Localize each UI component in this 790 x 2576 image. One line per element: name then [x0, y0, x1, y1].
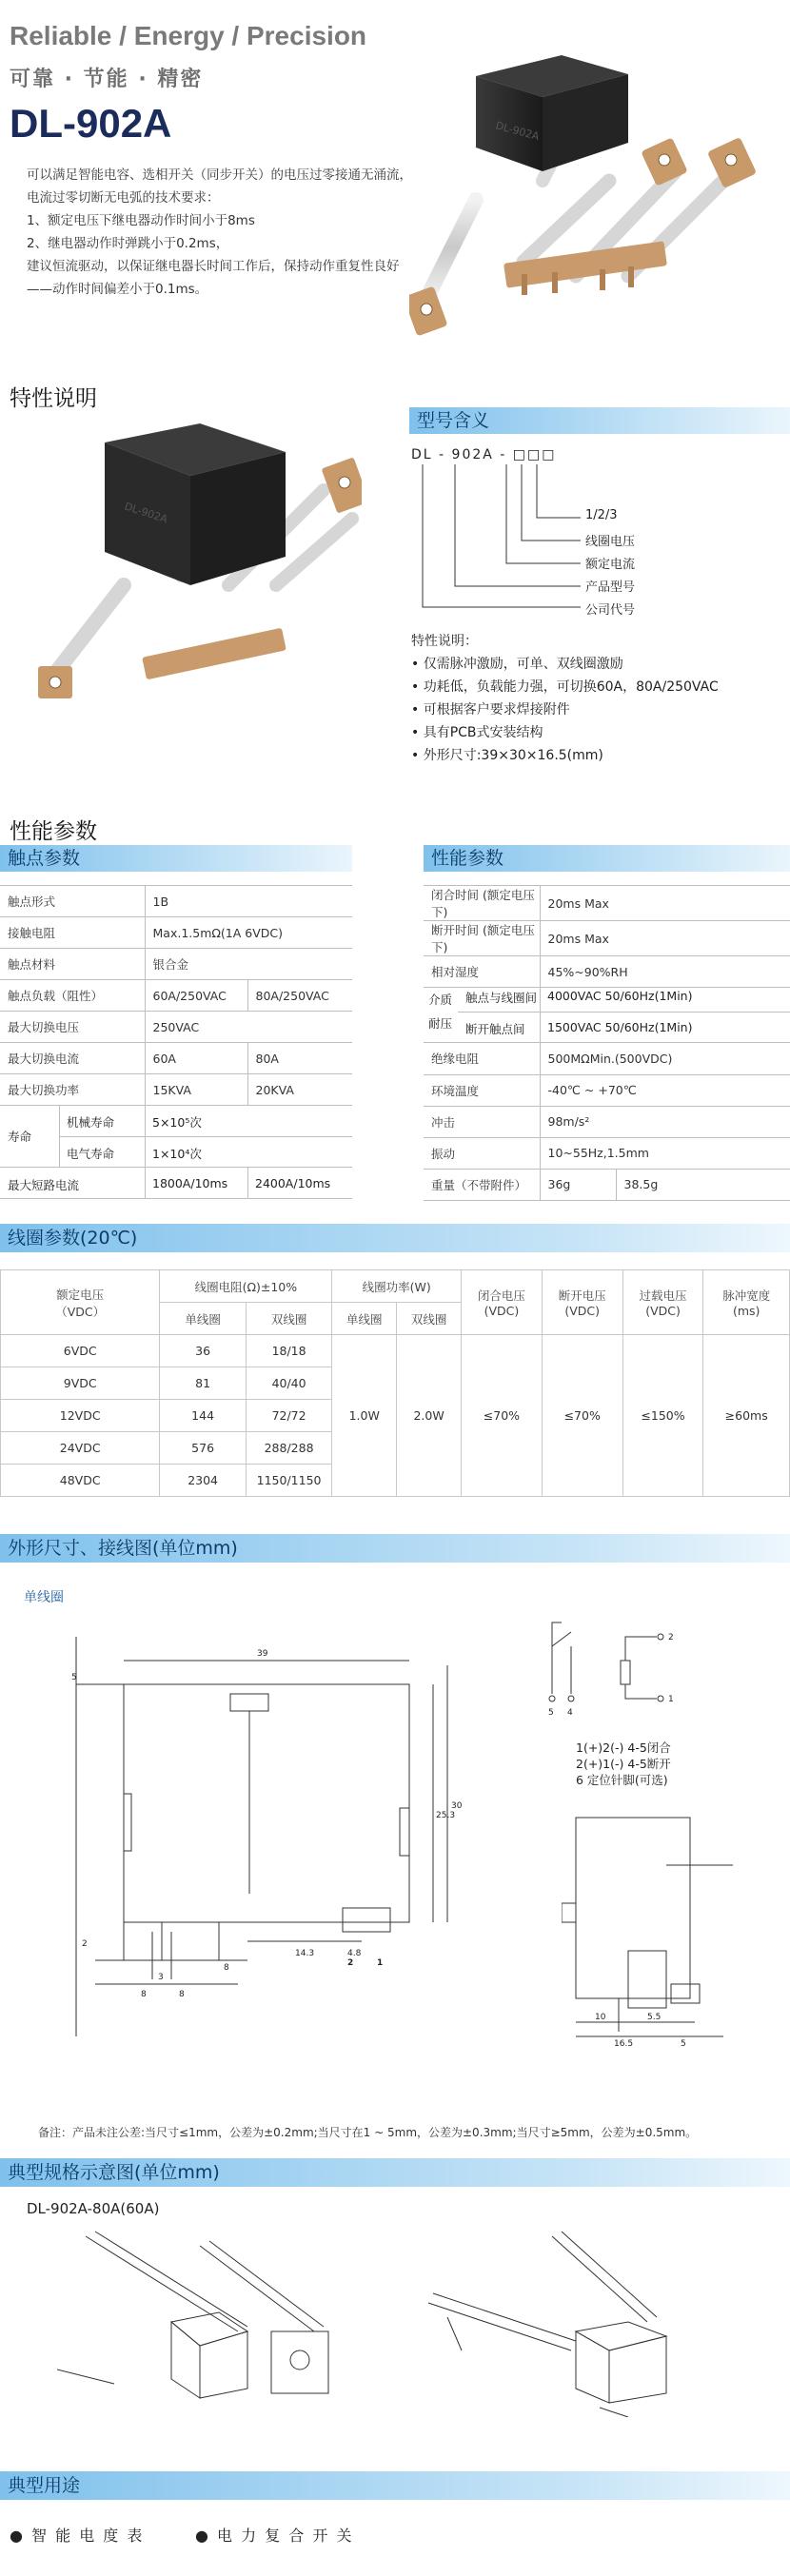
cell: 10~55Hz,1.5mm — [540, 1137, 790, 1169]
dim-8b: 8 — [179, 1990, 185, 1999]
cell: 环境温度 — [424, 1074, 540, 1106]
wiring-schematic — [543, 1618, 733, 1722]
dim-3: 3 — [158, 1973, 164, 1982]
table-row — [0, 917, 352, 949]
dim-25-3: 25.3 — [436, 1811, 456, 1820]
cell: 振动 — [424, 1137, 540, 1169]
table-row — [0, 949, 352, 980]
intro-text — [27, 164, 436, 301]
dim-5: 5 — [71, 1673, 77, 1682]
header-cell: 额定电压 （VDC） — [1, 1270, 160, 1335]
cell: 绝缘电阻 — [424, 1043, 540, 1074]
cell: 144 — [160, 1400, 246, 1432]
performance-title: 性能参数 — [10, 819, 97, 844]
pin-1: 1 — [377, 1958, 384, 1968]
model-label-123: 1/2/3 — [585, 508, 618, 522]
cell: 最大切换功率 — [0, 1074, 145, 1106]
dielectric-1-value: 4000VAC 50/60Hz(1Min) — [547, 989, 693, 1003]
table-row — [1, 1270, 790, 1303]
cell: 18/18 — [246, 1335, 331, 1367]
cell: 15KVA — [145, 1074, 247, 1106]
tagline: Reliable / Energy / Precision — [10, 21, 367, 50]
cell: 81 — [160, 1367, 246, 1400]
intro-line: 建议恒流驱动，以保证继电器长时间工作后，保持动作重复性良好 — [27, 259, 400, 274]
schematic-pin-2: 2 — [668, 1633, 674, 1642]
cell: 24VDC — [1, 1432, 160, 1465]
pin-2: 2 — [347, 1958, 354, 1968]
table-row — [0, 1074, 352, 1106]
short-circuit-row — [0, 1168, 352, 1199]
feature-list-title: 特性说明： — [411, 634, 478, 649]
dielectric-row — [424, 980, 790, 1043]
cell: 银合金 — [145, 949, 352, 980]
cell: 1B — [145, 886, 352, 917]
cell: 60A/250VAC — [145, 980, 247, 1012]
cell: 6VDC — [1, 1335, 160, 1367]
cell: 重量（不带附件） — [424, 1169, 540, 1200]
dim-5b: 5 — [681, 2039, 686, 2046]
header-cell: 单线圈 — [332, 1303, 397, 1335]
cell: 接触电阻 — [0, 917, 145, 949]
feature-item: • 仅需脉冲激励，可单、双线圈激励 — [411, 657, 623, 672]
typical-model: DL-902A-80A(60A) — [27, 2200, 160, 2217]
dielectric-2-value: 1500VAC 50/60Hz(1Min) — [547, 1020, 693, 1034]
table-row — [0, 1043, 352, 1074]
dim-30: 30 — [451, 1801, 463, 1811]
svg-text:DL-902A: DL-902A — [494, 119, 541, 144]
features-title: 特性说明 — [10, 386, 97, 411]
model-code-diagram — [419, 464, 609, 626]
dim-8c: 8 — [224, 1963, 229, 1973]
single-coil-label: 单线圈 — [24, 1590, 64, 1605]
header-cell: 断开电压 (VDC) — [542, 1270, 622, 1335]
table-row — [424, 921, 790, 956]
dim-4-8: 4.8 — [347, 1949, 362, 1958]
model-meaning-bar: 型号含义 — [409, 407, 790, 434]
feature-item: • 外形尺寸:39×30×16.5(mm) — [411, 748, 603, 763]
cell: ≥60ms — [703, 1335, 790, 1497]
dimension-drawing-front — [57, 1637, 466, 2046]
header-cell: 线圈功率(W) — [332, 1270, 462, 1303]
cell: 250VAC — [145, 1012, 352, 1043]
cell: 9VDC — [1, 1367, 160, 1400]
contact-params-table — [0, 885, 352, 1106]
schematic-pin-5: 5 — [548, 1708, 554, 1718]
header-cell: 线圈电阻(Ω)±10% — [160, 1270, 332, 1303]
cell: 20ms Max — [540, 921, 790, 956]
table-row — [0, 1012, 352, 1043]
schematic-pin-1: 1 — [668, 1695, 674, 1704]
cell: 最大切换电流 — [0, 1043, 145, 1074]
cell: 冲击 — [424, 1106, 540, 1137]
dimensions-bar: 外形尺寸、接线图(单位mm) — [0, 1534, 790, 1563]
wiring-note: 6 定位针脚(可选) — [576, 1773, 668, 1787]
cell: 60A — [145, 1043, 247, 1074]
dielectric-2-label: 断开触点间 — [465, 1022, 525, 1036]
perf-params-table-2 — [424, 1043, 790, 1201]
usage-bar: 典型用途 — [0, 2471, 790, 2500]
life-mech-label: 机械寿命 — [67, 1115, 115, 1130]
life-row — [0, 1105, 352, 1168]
cell: 48VDC — [1, 1465, 160, 1497]
header-cell: 双线圈 — [246, 1303, 331, 1335]
feature-list — [411, 630, 719, 767]
feature-item: • 可根据客户要求焊接附件 — [411, 702, 570, 718]
cell: 40/40 — [246, 1367, 331, 1400]
usage-item-meter: ● 智 能 电 度 表 — [10, 2527, 145, 2545]
table-row — [1, 1335, 790, 1367]
relay-product-image — [409, 38, 790, 362]
model-title: DL-902A — [10, 101, 172, 146]
table-row — [424, 1074, 790, 1106]
table-row — [424, 1106, 790, 1137]
intro-line: 可以满足智能电容、选相开关（同步开关）的电压过零接通无涌流， — [27, 167, 412, 183]
life-elec-value: 1×10⁴次 — [152, 1147, 202, 1161]
schematic-pin-4: 4 — [567, 1708, 573, 1718]
intro-line: 电流过零切断无电弧的技术要求： — [27, 190, 220, 206]
cell: 36 — [160, 1335, 246, 1367]
cell: 38.5g — [616, 1169, 790, 1200]
dim-5-5: 5.5 — [647, 2013, 662, 2022]
life-mech-value: 5×10⁵次 — [152, 1115, 202, 1130]
cell: 闭合时间 (额定电压下) — [424, 886, 540, 921]
model-label-coil-voltage: 线圈电压 — [585, 535, 636, 549]
cell: 断开时间 (额定电压下) — [424, 921, 540, 956]
header-cell: 单线圈 — [160, 1303, 246, 1335]
life-label: 寿命 — [8, 1130, 32, 1144]
cell: ≤150% — [622, 1335, 703, 1497]
cell: 12VDC — [1, 1400, 160, 1432]
relay-product-image-2 — [38, 423, 362, 699]
cell: 36g — [540, 1169, 616, 1200]
table-row — [424, 1169, 790, 1200]
cell: Max.1.5mΩ(1A 6VDC) — [145, 917, 352, 949]
wiring-note: 2(+)1(-) 4-5断开 — [576, 1757, 671, 1771]
model-label-company-code: 公司代号 — [585, 603, 636, 618]
cell: 576 — [160, 1432, 246, 1465]
typical-drawing-left — [57, 2227, 371, 2417]
cell: 1150/1150 — [246, 1465, 331, 1497]
dielectric-1-label: 触点与线圈间 — [465, 991, 538, 1005]
intro-line: 2、继电器动作时弹跳小于0.2ms， — [27, 236, 229, 251]
intro-line: ——动作时间偏差小于0.1ms。 — [27, 282, 208, 297]
dielectric-label: 介质耐压 — [428, 993, 453, 1031]
wiring-note: 1(+)2(-) 4-5闭合 — [576, 1740, 671, 1755]
dim-2: 2 — [82, 1939, 88, 1949]
dim-16-5: 16.5 — [614, 2039, 634, 2046]
cell: 2304 — [160, 1465, 246, 1497]
table-row — [0, 980, 352, 1012]
usage-item-switch: ● 电 力 复 合 开 关 — [195, 2527, 354, 2545]
table-row — [424, 1137, 790, 1169]
header-cell: 过载电压 (VDC) — [622, 1270, 703, 1335]
model-code: DL - 902A - □□□ — [411, 447, 557, 462]
header-cell: 双线圈 — [397, 1303, 462, 1335]
perf-params-bar: 性能参数 — [424, 845, 790, 872]
cell: 500MΩMin.(500VDC) — [540, 1043, 790, 1074]
short-value-1: 1800A/10ms — [152, 1176, 228, 1190]
dim-39: 39 — [257, 1649, 268, 1659]
header-cell: 闭合电压 (VDC) — [462, 1270, 543, 1335]
dim-8a: 8 — [141, 1990, 147, 1999]
dimension-drawing-side — [562, 1808, 733, 2046]
table-row — [424, 1043, 790, 1074]
typical-drawing-right — [409, 2227, 723, 2417]
subtitle: 可靠 · 节能 · 精密 — [10, 68, 204, 91]
wiring-notes — [576, 1740, 671, 1788]
coil-params-bar: 线圈参数(20℃) — [0, 1224, 790, 1252]
life-elec-label: 电气寿命 — [67, 1147, 115, 1161]
short-value-2: 2400A/10ms — [255, 1176, 331, 1190]
cell: 1.0W — [332, 1335, 397, 1497]
table-row — [424, 886, 790, 921]
cell: 最大切换电压 — [0, 1012, 145, 1043]
cell: 触点形式 — [0, 886, 145, 917]
cell: 20KVA — [247, 1074, 352, 1106]
dim-14-3: 14.3 — [295, 1949, 315, 1958]
typical-spec-bar: 典型规格示意图(单位mm) — [0, 2158, 790, 2187]
dim-10: 10 — [595, 2013, 606, 2022]
model-label-rated-current: 额定电流 — [585, 558, 636, 572]
cell: 相对湿度 — [424, 956, 540, 988]
perf-params-table — [424, 885, 790, 988]
cell: 80A — [247, 1043, 352, 1074]
feature-item: • 具有PCB式安装结构 — [411, 725, 543, 740]
short-label: 最大短路电流 — [8, 1178, 80, 1192]
feature-item: • 功耗低，负载能力强，可切换60A，80A/250VAC — [411, 679, 719, 695]
svg-text:DL-902A: DL-902A — [123, 500, 169, 526]
cell: 288/288 — [246, 1432, 331, 1465]
intro-line: 1、额定电压下继电器动作时间小于8ms — [27, 213, 255, 228]
cell: ≤70% — [462, 1335, 543, 1497]
cell: ≤70% — [542, 1335, 622, 1497]
table-row — [0, 886, 352, 917]
coil-params-table — [0, 1269, 790, 1497]
cell: 20ms Max — [540, 886, 790, 921]
cell: 45%~90%RH — [540, 956, 790, 988]
tolerance-remark: 备注：产品未注公差:当尺寸≤1mm，公差为±0.2mm;当尺寸在1 ~ 5mm，公差为±0.3mm;当尺寸≥5mm，公差为±0.5mm。 — [38, 2126, 698, 2139]
cell: 98m/s² — [540, 1106, 790, 1137]
cell: 触点负载（阻性） — [0, 980, 145, 1012]
contact-params-bar: 触点参数 — [0, 845, 352, 872]
model-label-product-model: 产品型号 — [585, 580, 636, 595]
cell: 触点材料 — [0, 949, 145, 980]
header-cell: 脉冲宽度 (ms) — [703, 1270, 790, 1335]
cell: 2.0W — [397, 1335, 462, 1497]
cell: -40℃ ~ +70℃ — [540, 1074, 790, 1106]
cell: 72/72 — [246, 1400, 331, 1432]
cell: 80A/250VAC — [247, 980, 352, 1012]
